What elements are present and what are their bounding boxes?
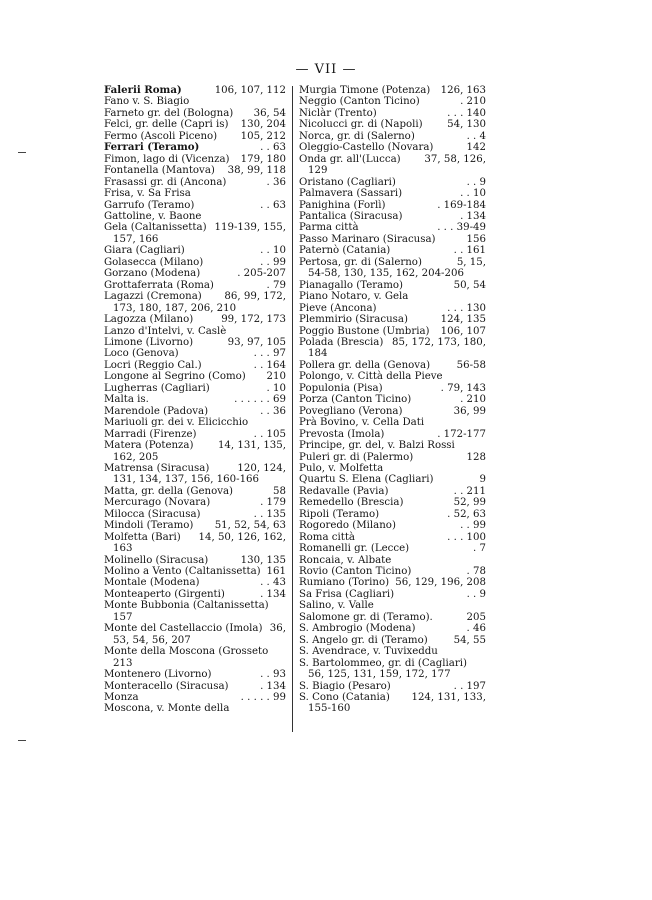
entry-page-refs: . 10: [266, 382, 286, 394]
entry-place-name: Salomone gr. di (Teramo).: [299, 611, 433, 623]
index-entry: [104, 337, 286, 348]
index-entry: [299, 188, 486, 199]
index-entry: [104, 463, 286, 486]
index-entry: [299, 566, 486, 577]
entry-page-refs: 56, 129, 196, 208: [395, 577, 486, 589]
entry-page-refs: . . . 100: [447, 531, 486, 543]
entry-place-name: Salino, v. Valle: [299, 600, 374, 612]
entry-place-name: Moscona, v. Monte della: [104, 703, 230, 715]
index-entry: [299, 417, 486, 428]
index-entry: [299, 577, 486, 588]
index-entry: [104, 555, 286, 566]
entry-page-refs: 36, 99: [453, 405, 486, 417]
entry-place-name: Polada (Brescia): [299, 336, 384, 348]
entry-place-name: Monteracello (Siracusa): [104, 680, 229, 692]
entry-page-refs: . . 135: [253, 508, 286, 520]
entry-page-refs: . . 10: [260, 245, 286, 257]
entry-page-refs: . 46: [466, 623, 486, 635]
entry-place-name: Piano Notaro, v. Gela: [299, 291, 409, 303]
index-entry: [104, 348, 286, 359]
entry-page-refs: . . . . . 99: [240, 692, 286, 704]
entry-place-name: Polongo, v. Città della Pieve: [299, 371, 443, 383]
entry-place-name: Puleri gr. di (Palermo): [299, 451, 414, 463]
entry-page-refs-continued: 54-58, 130, 135, 162, 204-206: [308, 268, 464, 280]
entry-place-name: S. Biagio (Pesaro): [299, 680, 391, 692]
index-entry: [104, 96, 286, 107]
entry-page-refs: 14, 131, 135,: [217, 440, 286, 452]
entry-page-refs: . . 197: [453, 680, 486, 692]
entry-place-name: Mindoli (Teramo): [104, 520, 194, 532]
index-entry: [299, 245, 486, 256]
index-column-right: [299, 85, 486, 715]
entry-place-name: Lanzo d'Intelvi, v. Caslè: [104, 325, 227, 337]
entry-place-name: Ferrari (Teramo): [104, 141, 200, 154]
index-entry: [299, 234, 486, 245]
entry-place-name: Parma città: [299, 222, 359, 234]
entry-place-name: Norca, gr. di (Salerno): [299, 130, 415, 142]
index-entry: [104, 486, 286, 497]
index-entry: [104, 669, 286, 680]
entry-page-refs: 106, 107: [440, 325, 486, 337]
entry-page-refs: 93, 97, 105: [227, 336, 286, 348]
entry-page-refs: . . 161: [453, 245, 486, 257]
entry-place-name: Frasassi gr. di (Ancona): [104, 176, 227, 188]
entry-page-refs-continued: 129: [308, 165, 328, 177]
entry-place-name: Longone al Segrino (Como): [104, 371, 246, 383]
index-entry: [104, 142, 286, 153]
index-entry: [104, 200, 286, 211]
entry-page-refs: 9: [479, 474, 486, 486]
entry-place-name: Montenero (Livorno): [104, 669, 212, 681]
index-entry: [299, 222, 486, 233]
entry-place-name: Matrensa (Siracusa): [104, 462, 210, 474]
index-entry: [104, 85, 286, 96]
index-entry: [299, 326, 486, 337]
index-entry: [299, 497, 486, 508]
index-entry: [104, 681, 286, 692]
entry-page-refs: . . . 130: [447, 302, 486, 314]
entry-place-name: Rumiano (Torino): [299, 577, 390, 589]
entry-place-name: Milocca (Siracusa): [104, 508, 201, 520]
entry-page-refs: 54, 55: [453, 634, 486, 646]
entry-page-refs: . 179: [260, 497, 286, 509]
entry-place-name: Remedello (Brescia): [299, 497, 404, 509]
entry-place-name: Ripoli (Teramo): [299, 508, 380, 520]
index-entry: [299, 692, 486, 715]
entry-page-refs: 161: [266, 566, 286, 578]
entry-page-refs: . 7: [473, 543, 486, 555]
entry-place-name: Gattoline, v. Baone: [104, 210, 202, 222]
entry-page-refs: . 134: [260, 588, 286, 600]
index-entry: [104, 165, 286, 176]
index-entry: [299, 612, 486, 623]
entry-place-name: S. Cono (Catania): [299, 692, 390, 704]
entry-place-name: Roncaia, v. Albate: [299, 554, 392, 566]
entry-page-refs: 130, 204: [240, 119, 286, 131]
index-entry: [299, 177, 486, 188]
entry-page-refs: 205: [466, 611, 486, 623]
index-entry: [104, 692, 286, 703]
entry-page-refs: . 79: [266, 279, 286, 291]
entry-page-refs-continued: 155-160: [308, 703, 351, 715]
index-entry: [104, 360, 286, 371]
entry-place-name: Murgia Timone (Potenza): [299, 85, 431, 96]
entry-page-refs: 86, 99, 172,: [224, 291, 286, 303]
index-entry: [104, 646, 286, 669]
entry-place-name: Montale (Modena): [104, 577, 200, 589]
entry-place-name: Rovio (Canton Ticino): [299, 566, 412, 578]
entry-place-name: Poggio Bustone (Umbria): [299, 325, 430, 337]
entry-place-name: Matera (Potenza): [104, 440, 194, 452]
index-entry: [104, 497, 286, 508]
index-entry: [299, 681, 486, 692]
entry-place-name: Farneto gr. del (Bologna): [104, 107, 234, 119]
entry-place-name: Sa Frisa (Cagliari): [299, 588, 395, 600]
margin-mark: [18, 152, 26, 153]
entry-place-name: Fermo (Ascoli Piceno): [104, 130, 218, 142]
index-entry: [299, 394, 486, 405]
index-entry: [299, 555, 486, 566]
entry-place-name: Fano v. S. Biagio: [104, 96, 190, 108]
entry-place-name: Monza: [104, 692, 139, 704]
entry-place-name: Neggio (Canton Ticino): [299, 96, 420, 108]
entry-page-refs-continued: 173, 180, 187, 206, 210: [113, 302, 237, 314]
index-entry: [104, 383, 286, 394]
index-entry: [104, 532, 286, 555]
entry-place-name: S. Bartolommeo, gr. di (Cagliari): [299, 657, 467, 669]
entry-place-name: Romanelli gr. (Lecce): [299, 543, 410, 555]
entry-place-name: Felci, gr. delle (Capri is): [104, 119, 229, 131]
index-entry: [104, 600, 286, 623]
entry-page-refs: . . 10: [460, 188, 486, 200]
entry-page-refs: 51, 52, 54, 63: [214, 520, 286, 532]
entry-place-name: Lagozza (Milano): [104, 314, 194, 326]
entry-page-refs: . . 93: [260, 669, 286, 681]
entry-place-name: S. Ambrogio (Modena): [299, 623, 416, 635]
index-entry: [299, 452, 486, 463]
entry-place-name: Povegliano (Verona): [299, 405, 403, 417]
entry-page-refs: . 172-177: [437, 428, 486, 440]
index-entry: [104, 291, 286, 314]
index-entry: [299, 589, 486, 600]
entry-place-name: Pollera gr. della (Genova): [299, 359, 431, 371]
entry-page-refs: . 36: [266, 176, 286, 188]
entry-page-refs-continued: 157, 166: [113, 233, 159, 245]
entry-place-name: Molino a Vento (Caltanissetta): [104, 566, 261, 578]
index-entry: [104, 417, 286, 428]
index-entry: [299, 142, 486, 153]
index-entry: [104, 577, 286, 588]
entry-page-refs: . 205-207: [237, 268, 286, 280]
entry-place-name: Roma città: [299, 531, 356, 543]
index-entry: [299, 600, 486, 611]
index-entry: [299, 360, 486, 371]
entry-page-refs: 36,: [269, 623, 286, 635]
entry-place-name: Populonia (Pisa): [299, 382, 383, 394]
index-entry: [104, 406, 286, 417]
entry-page-refs: 14, 50, 126, 162,: [198, 531, 286, 543]
entry-page-refs: . 210: [460, 96, 486, 108]
entry-page-refs: 38, 99, 118: [227, 165, 286, 177]
entry-page-refs: . . 63: [260, 199, 286, 211]
column-divider: [292, 86, 293, 732]
entry-place-name: Paternò (Catania): [299, 245, 391, 257]
entry-page-refs: 50, 54: [453, 279, 486, 291]
entry-place-name: Mariuoli gr. dei v. Elicicchio: [104, 417, 249, 429]
entry-page-refs: . . . . . . 69: [234, 394, 286, 406]
index-entry: [104, 257, 286, 268]
entry-place-name: Marendole (Padova): [104, 405, 209, 417]
entry-page-refs: . 78: [466, 566, 486, 578]
index-entry: [299, 257, 486, 280]
index-entry: [299, 200, 486, 211]
index-entry: [299, 635, 486, 646]
entry-page-refs: . . 4: [466, 130, 486, 142]
entry-place-name: Pianagallo (Teramo): [299, 279, 404, 291]
entry-page-refs: 128: [466, 451, 486, 463]
entry-page-refs: . . . 140: [447, 107, 486, 119]
entry-place-name: Onda gr. all'(Lucca): [299, 153, 401, 165]
entry-place-name: Gorzano (Modena): [104, 268, 201, 280]
entry-place-name: Prà Bovino, v. Cella Dati: [299, 417, 425, 429]
entry-place-name: Principe, gr. del, v. Balzi Rossi: [299, 440, 455, 452]
entry-page-refs: . . 105: [253, 428, 286, 440]
index-entry: [104, 623, 286, 646]
entry-page-refs: . 134: [260, 680, 286, 692]
entry-page-refs: 142: [466, 142, 486, 154]
margin-mark: [18, 740, 26, 741]
entry-place-name: Pulo, v. Molfetta: [299, 462, 384, 474]
entry-page-refs: 37, 58, 126,: [424, 153, 486, 165]
index-entry: [104, 394, 286, 405]
entry-place-name: Frisa, v. Sa Frisa: [104, 188, 191, 200]
entry-place-name: Matta, gr. della (Genova): [104, 485, 234, 497]
entry-page-refs: . . 211: [453, 485, 486, 497]
entry-page-refs: 85, 172, 173, 180,: [392, 336, 486, 348]
entry-place-name: Golasecca (Milano): [104, 256, 204, 268]
entry-place-name: Gela (Caltanissetta): [104, 222, 207, 234]
index-entry: [299, 291, 486, 302]
entry-page-refs-continued: 131, 134, 137, 156, 160-166: [113, 474, 260, 486]
entry-place-name: Oristano (Cagliari): [299, 176, 396, 188]
entry-page-refs: 124, 135: [440, 314, 486, 326]
entry-place-name: Pieve (Ancona): [299, 302, 377, 314]
index-entry: [299, 131, 486, 142]
entry-page-refs: . . . 39-49: [437, 222, 486, 234]
index-entry: [299, 543, 486, 554]
entry-place-name: Lugherras (Cagliari): [104, 382, 210, 394]
entry-page-refs: 130, 135: [240, 554, 286, 566]
entry-place-name: Palmavera (Sassari): [299, 188, 403, 200]
index-entry: [299, 371, 486, 382]
entry-place-name: Locri (Reggio Cal.): [104, 359, 202, 371]
entry-page-refs-continued: 56, 125, 131, 159, 172, 177: [308, 669, 451, 681]
index-entry: [299, 119, 486, 130]
index-entry: [104, 108, 286, 119]
entry-page-refs: . . 99: [260, 256, 286, 268]
entry-page-refs: . 79, 143: [440, 382, 486, 394]
entry-place-name: Redavalle (Pavia): [299, 485, 389, 497]
entry-place-name: Falerii Roma): [104, 84, 182, 96]
entry-place-name: Molinello (Siracusa): [104, 554, 209, 566]
index-entry: [299, 96, 486, 107]
index-entry: [104, 371, 286, 382]
index-entry: [104, 222, 286, 245]
index-entry: [299, 337, 486, 360]
entry-page-refs: 120, 124,: [237, 462, 286, 474]
entry-page-refs: 56-58: [456, 359, 486, 371]
page-number-header: — VII —: [295, 62, 357, 77]
index-entry: [104, 211, 286, 222]
entry-page-refs-continued: 157: [113, 611, 133, 623]
entry-page-refs: 58: [273, 485, 286, 497]
index-entry: [299, 303, 486, 314]
entry-page-refs: . 210: [460, 394, 486, 406]
entry-place-name: Prevosta (Imola): [299, 428, 385, 440]
index-entry: [299, 658, 486, 681]
index-entry: [299, 314, 486, 325]
entry-place-name: Rogoredo (Milano): [299, 520, 396, 532]
index-entry: [104, 268, 286, 279]
index-entry: [104, 154, 286, 165]
entry-place-name: S. Angelo gr. di (Teramo): [299, 634, 428, 646]
entry-page-refs: 52, 99: [453, 497, 486, 509]
index-entry: [299, 646, 486, 657]
entry-page-refs: . . 9: [466, 176, 486, 188]
index-entry: [299, 211, 486, 222]
entry-place-name: Nicolucci gr. di (Napoli): [299, 119, 423, 131]
entry-page-refs: . . 36: [260, 405, 286, 417]
entry-place-name: Garrufo (Teramo): [104, 199, 195, 211]
entry-place-name: Porza (Canton Ticino): [299, 394, 412, 406]
entry-page-refs-continued: 184: [308, 348, 328, 360]
entry-page-refs: 5, 15,: [456, 256, 486, 268]
entry-place-name: Giara (Cagliari): [104, 245, 185, 257]
entry-page-refs: . 52, 63: [447, 508, 486, 520]
index-entry: [104, 314, 286, 325]
index-entry: [299, 623, 486, 634]
entry-page-refs: . . 99: [460, 520, 486, 532]
index-entry: [299, 474, 486, 485]
entry-page-refs: . . . 97: [253, 348, 286, 360]
index-entry: [299, 383, 486, 394]
index-entry: [104, 326, 286, 337]
index-entry: [299, 520, 486, 531]
entry-page-refs: 36, 54: [253, 107, 286, 119]
entry-page-refs-continued: 53, 54, 56, 207: [113, 634, 191, 646]
index-entry: [104, 177, 286, 188]
entry-page-refs: 126, 163: [440, 85, 486, 96]
entry-page-refs: 124, 131, 133,: [411, 692, 486, 704]
entry-place-name: Pertosa, gr. di (Salerno): [299, 256, 422, 268]
entry-page-refs: 179, 180: [240, 153, 286, 165]
entry-page-refs: . 134: [460, 210, 486, 222]
index-entry: [104, 119, 286, 130]
entry-place-name: S. Avendrace, v. Tuvixeddu: [299, 646, 438, 658]
index-entry: [299, 463, 486, 474]
index-entry: [104, 429, 286, 440]
index-entry: [299, 440, 486, 451]
entry-place-name: Plemmirio (Siracusa): [299, 314, 408, 326]
entry-page-refs: 156: [466, 233, 486, 245]
index-column-left: [104, 85, 286, 715]
entry-place-name: Pantalica (Siracusa): [299, 210, 403, 222]
index-entry: [299, 108, 486, 119]
entry-place-name: Monte Bubbonia (Caltanissetta): [104, 600, 269, 612]
entry-place-name: Loco (Genova): [104, 348, 179, 360]
entry-page-refs: 210: [266, 371, 286, 383]
entry-page-refs: . . 43: [260, 577, 286, 589]
entry-page-refs: . . 9: [466, 588, 486, 600]
entry-place-name: Monte della Moscona (Grosseto: [104, 646, 269, 658]
entry-page-refs: 54, 130: [447, 119, 486, 131]
entry-page-refs: . . 164: [253, 359, 286, 371]
entry-page-refs: 99, 172, 173: [221, 314, 286, 326]
entry-place-name: Passo Marinaro (Siracusa): [299, 233, 436, 245]
entry-page-refs-continued: 163: [113, 543, 133, 555]
index-entry: [104, 566, 286, 577]
entry-place-name: Grottaferrata (Roma): [104, 279, 214, 291]
entry-place-name: Fimon, lago di (Vicenza): [104, 153, 230, 165]
entry-place-name: Molfetta (Bari): [104, 531, 181, 543]
entry-page-refs: 106, 107, 112: [214, 85, 286, 96]
index-entry: [299, 85, 486, 96]
entry-page-refs: 119-139, 155,: [214, 222, 286, 234]
entry-place-name: Niclàr (Trento): [299, 107, 377, 119]
index-entry: [299, 406, 486, 417]
index-entry: [299, 486, 486, 497]
index-entry: [104, 245, 286, 256]
entry-place-name: Limone (Livorno): [104, 336, 194, 348]
entry-page-refs: . 169-184: [437, 199, 486, 211]
index-entry: [104, 280, 286, 291]
index-entry: [104, 703, 286, 714]
entry-page-refs: 105, 212: [240, 130, 286, 142]
index-entry: [299, 154, 486, 177]
entry-place-name: Oleggio-Castello (Novara): [299, 142, 434, 154]
entry-place-name: Quartu S. Elena (Cagliari): [299, 474, 434, 486]
index-entry: [299, 532, 486, 543]
entry-place-name: Lagazzi (Cremona): [104, 291, 202, 303]
index-entry: [299, 509, 486, 520]
index-entry: [299, 280, 486, 291]
index-entry: [104, 589, 286, 600]
index-entry: [104, 509, 286, 520]
entry-place-name: Malta is.: [104, 394, 149, 406]
entry-place-name: Fontanella (Mantova): [104, 165, 215, 177]
index-entry: [104, 520, 286, 531]
entry-page-refs-continued: 162, 205: [113, 451, 159, 463]
entry-place-name: Mercurago (Novara): [104, 497, 211, 509]
entry-place-name: Panighina (Forlì): [299, 199, 386, 211]
index-entry: [104, 440, 286, 463]
index-entry: [299, 429, 486, 440]
entry-page-refs: . . 63: [260, 142, 286, 154]
entry-page-refs-continued: 213: [113, 657, 133, 669]
entry-place-name: Monteaperto (Girgenti): [104, 588, 225, 600]
entry-place-name: Monte del Castellaccio (Imola): [104, 623, 263, 635]
entry-place-name: Marradi (Firenze): [104, 428, 197, 440]
index-entry: [104, 188, 286, 199]
